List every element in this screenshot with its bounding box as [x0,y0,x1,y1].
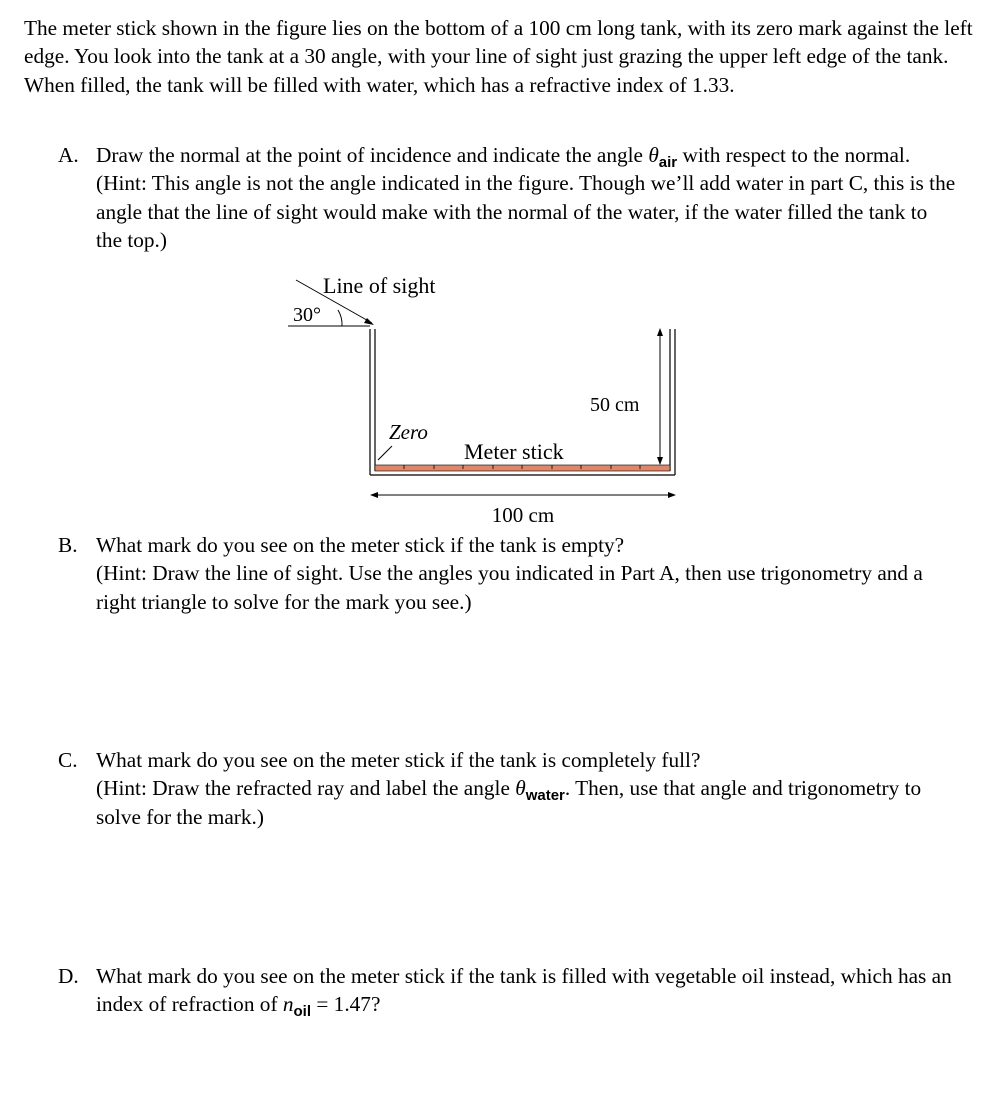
n-oil-symbol: n [282,992,294,1017]
part-d [58,962,958,1019]
part-c-hint [96,774,958,831]
meter-stick [375,465,670,471]
theta-water-symbol: θ [515,776,526,801]
angle-label: 30° [293,304,321,326]
part-c-hint-pre: (Hint: Draw the refracted ray and label the angle [96,776,516,801]
part-d-text-post: = 1.47? [311,992,381,1017]
part-d-text-pre: What mark do you see on the meter stick if the tank is filled with vegetable oil instead, which has an index of refraction of [96,964,952,1017]
part-b [58,531,958,616]
height-arrow-top [657,328,663,336]
part-b-letter: B. [58,533,78,557]
height-arrow-bottom [657,457,663,465]
tank-diagram [280,266,700,536]
part-c-hint-post: . Then, use that angle and trigonometry to solve for the mark.) [96,776,922,829]
part-a-text-pre: Draw the normal at the point of incidence and indicate the angle [96,143,649,167]
part-a [58,141,958,254]
line-of-sight-label: Line of sight [323,273,436,298]
theta-water-subscript: water [525,787,565,805]
part-b-question: What mark do you see on the meter stick if the tank is empty? [96,533,625,557]
part-c [58,746,958,831]
part-c-letter: C. [58,748,78,772]
angle-arc [338,310,342,326]
n-oil-subscript: oil [293,1003,312,1021]
length-label: 100 cm [491,503,555,527]
part-c-question: What mark do you see on the meter stick if the tank is completely full? [96,748,701,772]
part-a-text-post: with respect to the normal. (Hint: This angle is not the angle indicated in the figure. Though we’ll add water in part C, this is the angle that the line of sight would make with the normal of the water, if the water filled the tank to the top.) [96,143,956,252]
problem-intro: The meter stick shown in the figure lies on the bottom of a 100 cm long tank, with its zero mark against the left edge. You look into the tank at a 30 angle, with your line of sight just grazing the upper left edge of the tank. When filled, the tank will be filled with water, which has a refractive index of 1.33. [24,16,973,97]
part-d-letter: D. [58,964,79,988]
length-arrow-right [668,492,676,498]
theta-air-subscript: air [658,154,678,171]
theta-symbol: θ [648,143,659,167]
part-a-letter: A. [58,143,79,167]
meter-stick-label: Meter stick [464,439,564,464]
height-label: 50 cm [590,394,640,416]
tank-figure [280,266,700,536]
zero-pointer [378,446,392,460]
part-b-hint: (Hint: Draw the line of sight. Use the angles you indicated in Part A, then use trigonometry and a right triangle to solve for the mark you see.) [96,561,923,614]
length-arrow-left [370,492,378,498]
zero-label: Zero [389,420,428,444]
